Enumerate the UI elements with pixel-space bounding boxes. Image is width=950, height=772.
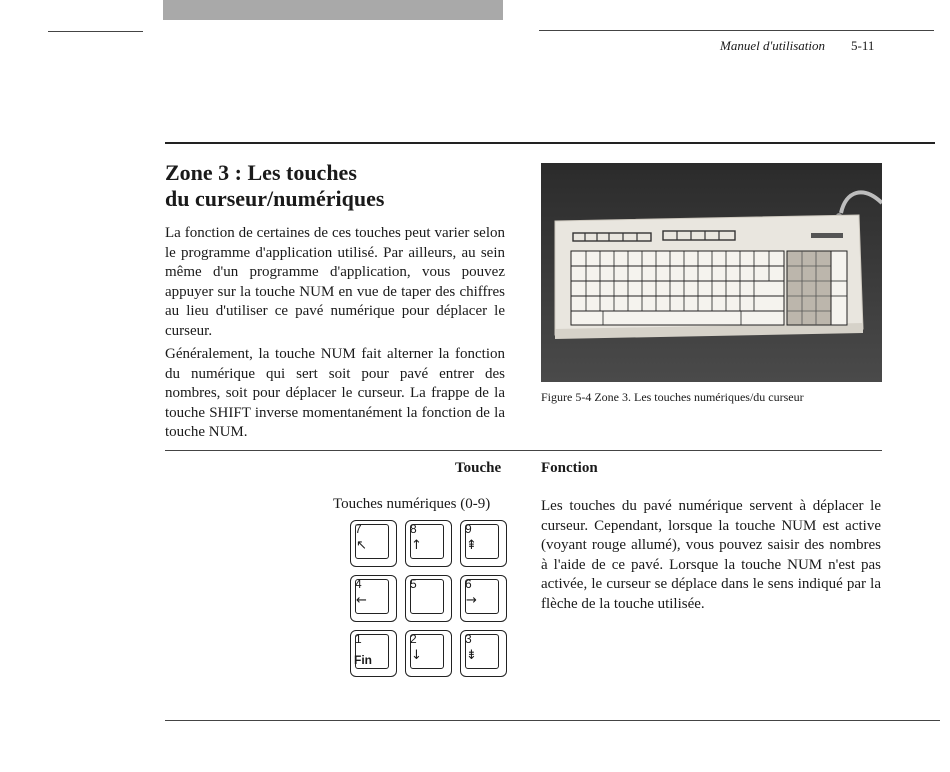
arrow-up-left-icon: ↖ <box>356 538 367 553</box>
key-3-number: 3 <box>465 632 472 646</box>
numeric-keypad <box>350 520 510 680</box>
column-header-function: Fonction <box>541 460 598 476</box>
arrow-right-icon: → <box>466 593 477 608</box>
key-1-label: Fin <box>354 653 372 667</box>
arrow-down-icon: ↓ <box>411 648 422 663</box>
arrow-left-icon: ← <box>356 593 367 608</box>
paragraph-1: La fonction de certaines de ces touches peut varier selon le programme d'application utilisé. Par ailleurs, au sein même d'un programme d'application, vous pouvez appuyer sur la touche NUM en vue de taper des chiffres au lieu d'utiliser ce pavé numérique pour déplacer le curseur. <box>165 225 505 339</box>
section-rule <box>165 142 935 144</box>
arrow-up-icon: ↑ <box>411 538 422 553</box>
keyboard-photo <box>541 163 882 382</box>
key-1-number: 1 <box>355 632 362 646</box>
key-5-number: 5 <box>410 577 417 591</box>
key-5 <box>405 575 452 622</box>
key-name: Touches numériques (0-9) <box>333 496 491 512</box>
key-1 <box>350 630 397 677</box>
key-4-number: 4 <box>355 577 362 591</box>
top-gray-bar <box>163 0 503 20</box>
table-top-rule <box>165 450 882 451</box>
bottom-rule <box>165 720 940 721</box>
page-header <box>720 38 950 54</box>
section-title-line1: Zone 3 : Les touches <box>165 160 357 185</box>
key-8-number: 8 <box>410 522 417 536</box>
header-rule <box>539 30 934 31</box>
page-number: 5-11 <box>850 38 875 53</box>
page-down-icon: ⇟ <box>466 648 477 663</box>
keyboard-illustration <box>541 163 882 382</box>
section-title-line2: du curseur/numériques <box>165 186 385 211</box>
top-left-rule <box>48 31 143 32</box>
page-up-icon: ⇞ <box>466 538 477 553</box>
key-2-number: 2 <box>410 632 417 646</box>
key-8 <box>405 520 452 567</box>
key-7 <box>350 520 397 567</box>
key-6-number: 6 <box>465 577 472 591</box>
figure-caption: Figure 5-4 Zone 3. Les touches numériques/du curseur <box>541 390 804 404</box>
function-description: Les touches du pavé numérique servent à déplacer le curseur. Cependant, lorsque la touche NUM est active (voyant rouge allumé), vous pouvez saisir des nombres à l'aide de ce pavé. Lorsque la touche NUM n'est pas activée, le curseur se déplace dans le sens indiqué par la flèche de la touche utilisée. <box>541 498 881 612</box>
section-title <box>165 160 505 212</box>
paragraph-2: Généralement, la touche NUM fait alterner la fonction du numérique qui sert soit pour pavé entrer des nombres, soit pour déplacer le curseur. La frappe de la touche SHIFT inverse momentanément la fonction de la touche NUM. <box>165 346 505 440</box>
key-4 <box>350 575 397 622</box>
manual-title: Manuel d'utilisation <box>720 38 825 53</box>
key-7-number: 7 <box>355 522 362 536</box>
key-9 <box>460 520 507 567</box>
key-2 <box>405 630 452 677</box>
column-header-key: Touche <box>455 460 502 476</box>
key-3 <box>460 630 507 677</box>
key-6 <box>460 575 507 622</box>
key-9-number: 9 <box>465 522 472 536</box>
